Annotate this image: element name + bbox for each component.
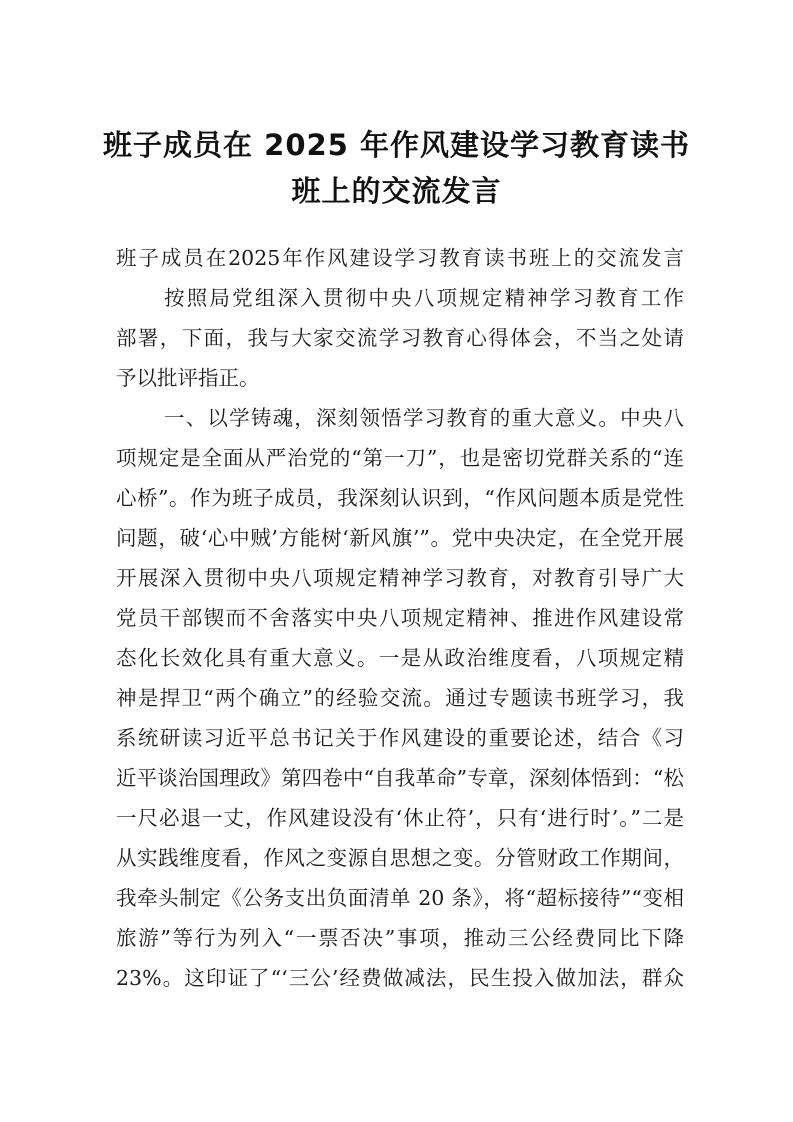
body-line: 23%。这印证了“‘三公’经费做减法，民生投入做加法，群众 xyxy=(116,966,684,990)
body-line: 我牵头制定《公务支出负面清单 20 条》，将“超标接待”“变相 xyxy=(116,886,684,910)
body-line: 一尺必退一丈，作风建设没有‘休止符’，只有‘进行时’。”二是 xyxy=(116,806,684,830)
body-line: 部署，下面，我与大家交流学习教育心得体会，不当之处请 xyxy=(116,326,684,350)
body-line: 旅游”等行为列入“一票否决”事项，推动三公经费同比下降 xyxy=(116,926,684,950)
body-line: 系统研读习近平总书记关于作风建设的重要论述，结合《习 xyxy=(116,726,684,750)
body-line: 态化长效化具有重大意义。一是从政治维度看，八项规定精 xyxy=(116,646,684,670)
body-line: 从实践维度看，作风之变源自思想之变。分管财政工作期间， xyxy=(116,846,684,870)
body-line: 心桥”。作为班子成员，我深刻认识到，“作风问题本质是党性 xyxy=(116,486,684,510)
body-line: 一、以学铸魂，深刻领悟学习教育的重大意义。中央八 xyxy=(164,406,684,430)
body-line: 党员干部锲而不舍落实中央八项规定精神、推进作风建设常 xyxy=(116,606,684,630)
document-body xyxy=(116,238,684,998)
body-line: 神是捍卫“两个确立”的经验交流。通过专题读书班学习，我 xyxy=(116,686,684,710)
body-line: 项规定是全面从严治党的“第一刀”，也是密切党群关系的“连 xyxy=(116,446,684,470)
body-line: 问题，破‘心中贼’方能树‘新风旗’”。党中央决定，在全党开展 xyxy=(116,526,684,550)
body-line: 按照局党组深入贯彻中央八项规定精神学习教育工作 xyxy=(164,286,684,310)
body-line: 班子成员在2025年作风建设学习教育读书班上的交流发言 xyxy=(116,246,684,270)
document-title xyxy=(100,122,693,214)
body-line: 开展深入贯彻中央八项规定精神学习教育，对教育引导广大 xyxy=(116,566,684,590)
title-line-2: 班上的交流发言 xyxy=(291,174,502,208)
body-line: 近平谈治国理政》第四卷中“自我革命”专章，深刻体悟到：“松 xyxy=(116,766,684,790)
title-line-1: 班子成员在 2025 年作风建设学习教育读书 xyxy=(103,128,690,162)
body-line: 予以批评指正。 xyxy=(116,366,260,390)
